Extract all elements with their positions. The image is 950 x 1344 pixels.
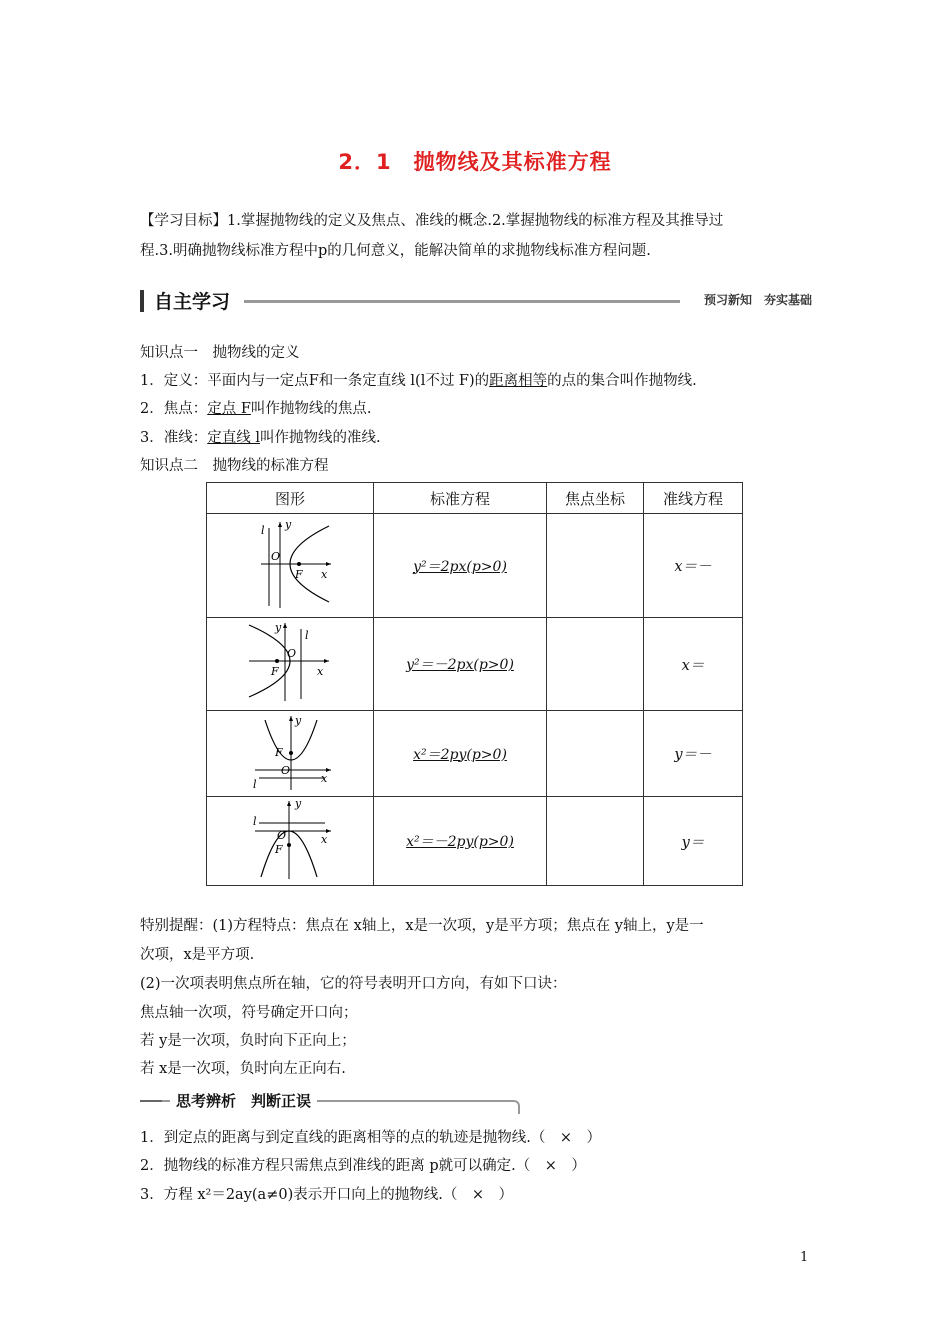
judge-item-3: 3．方程 x²＝2ay(a≠0)表示开口向上的抛物线.（ × ） (140, 1187, 513, 1203)
think-header (140, 1090, 520, 1114)
table-row (207, 514, 743, 618)
objectives-line1: 【学习目标】1.掌握抛物线的定义及焦点、准线的概念.2.掌握抛物线的标准方程及其推导过 (140, 213, 724, 229)
note-line-1: 特别提醒：(1)方程特点：焦点在 x轴上，x是一次项，y是平方项；焦点在 y轴上，y是一 (140, 918, 704, 934)
kp1-definition: 1．定义：平面内与一定点F和一条定直线 l(l不过 F)的距离相等的点的集合叫作抛物线. (140, 373, 697, 389)
table-row (207, 797, 743, 886)
directrix-cell: x＝ (644, 618, 743, 711)
axis-label-o: O (271, 549, 281, 563)
page-title: 2．1 抛物线及其标准方程 (338, 150, 612, 174)
axis-label-y: y (295, 797, 302, 810)
section-header (140, 286, 812, 314)
axis-label-y: y (295, 713, 302, 727)
axis-label-l: l (305, 629, 309, 642)
focus-cell (547, 618, 644, 711)
equation-cell: x²＝－2py(p>0) (374, 797, 547, 886)
header-figure: 图形 (207, 483, 374, 514)
axis-label-o: O (287, 647, 297, 660)
equation-cell: y²＝－2px(p>0) (374, 618, 547, 711)
focus-cell (547, 711, 644, 797)
axis-label-y: y (275, 621, 282, 634)
table-row (207, 711, 743, 797)
table-row (207, 618, 743, 711)
axis-label-f: F (295, 567, 303, 581)
kp1-directrix: 3．准线：定直线 l叫作抛物线的准线. (140, 430, 381, 446)
objectives-line2: 程.3.明确抛物线标准方程中p的几何意义，能解决简单的求抛物线标准方程问题. (140, 243, 651, 259)
directrix-cell: y＝－ (644, 711, 743, 797)
directrix-cell: x＝－ (644, 514, 743, 618)
axis-label-y: y (285, 517, 292, 531)
parabola-down-graph (245, 797, 335, 881)
kp1-title: 知识点一 抛物线的定义 (140, 345, 300, 361)
parabola-right-graph (245, 516, 335, 612)
note-line-3: (2)一次项表明焦点所在轴，它的符号表明开口方向，有如下口诀： (140, 976, 567, 992)
standard-equation-table (206, 482, 743, 886)
figure-left-opening (207, 618, 374, 711)
directrix-cell: y＝ (644, 797, 743, 886)
axis-label-l: l (253, 815, 257, 828)
focus-cell (547, 514, 644, 618)
objectives-label: 【学习目标】 (140, 213, 227, 229)
equation-cell: y²＝2px(p>0) (374, 514, 547, 618)
section-bar (140, 290, 144, 312)
axis-label-l: l (261, 523, 265, 537)
axis-label-x: x (321, 567, 328, 581)
note-line-2: 次项，x是平方项. (140, 947, 255, 963)
kp2-title: 知识点二 抛物线的标准方程 (140, 458, 329, 474)
figure-down-opening (207, 797, 374, 886)
note-line-6: 若 x是一次项，负时向左正向右. (140, 1061, 346, 1077)
note-line-5: 若 y是一次项，负时向下正向上； (140, 1033, 356, 1049)
judge-item-1: 1．到定点的距离与到定直线的距离相等的点的轨迹是抛物线.（ × ） (140, 1130, 601, 1146)
parabola-up-graph (245, 712, 335, 792)
section-divider (244, 300, 680, 303)
parabola-left-graph (245, 619, 335, 705)
header-focus: 焦点坐标 (547, 483, 644, 514)
axis-label-o: O (277, 829, 287, 842)
judge-item-2: 2．抛物线的标准方程只需焦点到准线的距离 p就可以确定.（ × ） (140, 1158, 586, 1174)
header-equation: 标准方程 (374, 483, 547, 514)
axis-label-l: l (253, 777, 257, 791)
axis-label-f: F (275, 745, 283, 759)
table-header-row (207, 483, 743, 514)
focus-cell (547, 797, 644, 886)
section-label: 自主学习 (154, 291, 231, 313)
note-line-4: 焦点轴一次项，符号确定开口向； (140, 1005, 358, 1021)
axis-label-o: O (281, 763, 291, 777)
equation-cell: x²＝2py(p>0) (374, 711, 547, 797)
figure-right-opening (207, 514, 374, 618)
axis-label-x: x (321, 833, 328, 846)
page-number: 1 (800, 1250, 809, 1265)
axis-label-x: x (317, 665, 324, 678)
section-subtitle: 预习新知 夯实基础 (703, 293, 812, 307)
header-directrix: 准线方程 (644, 483, 743, 514)
axis-label-f: F (271, 665, 279, 678)
figure-up-opening (207, 711, 374, 797)
kp1-focus: 2．焦点：定点 F叫作抛物线的焦点. (140, 401, 372, 417)
axis-label-f: F (275, 843, 283, 856)
think-label: 思考辨析 判断正误 (170, 1090, 317, 1111)
axis-label-x: x (321, 771, 328, 785)
think-left-bar (140, 1100, 162, 1102)
